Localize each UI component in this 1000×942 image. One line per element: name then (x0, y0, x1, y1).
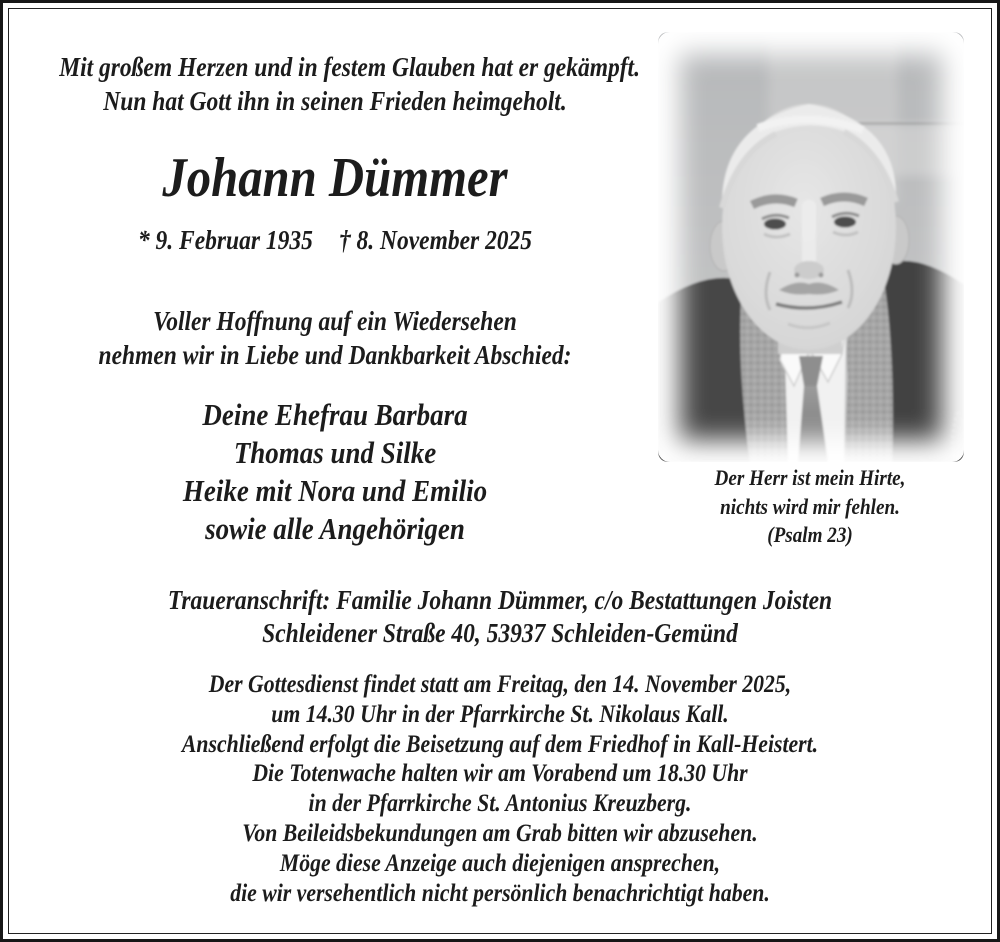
farewell-line: nehmen wir in Liebe und Dankbarkeit Abschied: (98, 340, 572, 370)
deceased-name: Johann Dümmer (162, 147, 508, 209)
mourning-address (82, 584, 917, 649)
life-dates (59, 224, 611, 256)
address-line: Schleidener Straße 40, 53937 Schleiden-Gemünd (262, 617, 738, 648)
service-line: Der Gottesdienst findet statt am Freitag, den 14. November 2025, (208, 671, 792, 698)
service-information (82, 670, 917, 908)
service-line: Möge diese Anzeige auch diejenigen ansprechen, (279, 849, 721, 877)
intro-line: Nun hat Gott ihn in seinen Frieden heimgeholt. (103, 86, 567, 116)
psalm-line: nichts wird mir fehlen. (720, 493, 900, 519)
service-line: Anschließend erfolgt die Beisetzung auf dem Friedhof in Kall-Heistert. (181, 730, 819, 758)
service-line: in der Pfarrkirche St. Antonius Kreuzberg. (308, 790, 692, 818)
family-member: Thomas und Silke (233, 435, 437, 470)
service-line: die wir versehentlich nicht persönlich benachrichtigt haben. (230, 879, 770, 907)
intro-verse (59, 50, 640, 118)
address-line: Traueranschrift: Familie Johann Dümmer, c/o Bestattungen Joisten (167, 585, 833, 615)
death-date: † 8. November 2025 (338, 225, 533, 255)
psalm-reference: (Psalm 23) (767, 522, 853, 547)
portrait-illustration (658, 32, 964, 462)
farewell-verse (59, 304, 611, 372)
family-member: sowie alle Angehörigen (205, 511, 465, 546)
service-line: Die Totenwache halten wir am Vorabend um 18.30 Uhr (252, 760, 748, 788)
farewell-line: Voller Hoffnung auf ein Wiedersehen (153, 306, 517, 336)
family-member: Deine Ehefrau Barbara (202, 397, 468, 432)
family-list (59, 396, 611, 548)
intro-line: Mit großem Herzen und in festem Glauben hat er gekämpft. (59, 52, 640, 82)
psalm-quote (675, 464, 945, 550)
service-line: um 14.30 Uhr in der Pfarrkirche St. Nikolaus Kall. (271, 700, 729, 728)
service-line: Von Beileidsbekundungen am Grab bitten wir abzusehen. (242, 819, 758, 847)
birth-date: * 9. Februar 1935 (137, 225, 313, 255)
portrait-photo (658, 32, 964, 462)
psalm-line: Der Herr ist mein Hirte, (714, 465, 906, 490)
family-member: Heike mit Nora und Emilio (182, 473, 488, 508)
